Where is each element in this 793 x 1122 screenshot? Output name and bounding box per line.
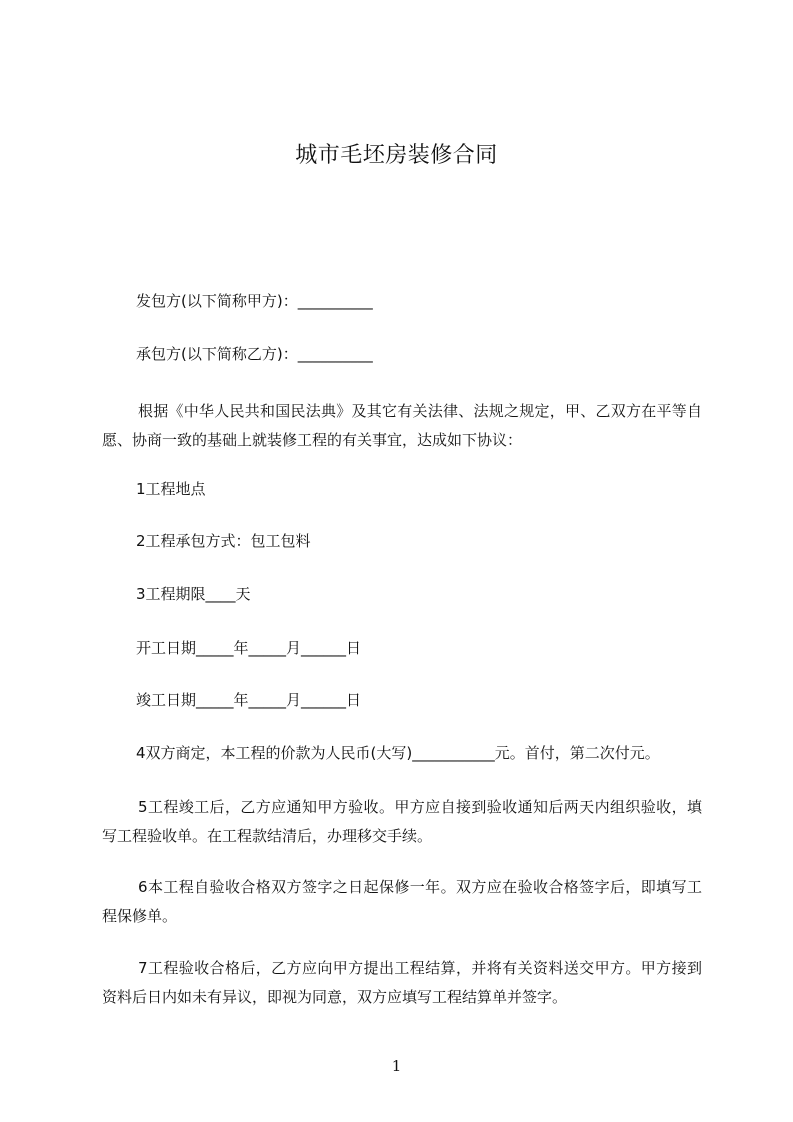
clause-2: 2工程承包方式：包工包料: [136, 532, 311, 550]
end-date-line: 竣工日期_____年_____月______日: [136, 691, 362, 709]
clause-6: 6本工程自验收合格双方签字之日起保修一年。双方应在验收合格签字后，即填写工程保修单。: [102, 878, 702, 925]
page-number: 1: [391, 1057, 402, 1075]
clause-4: 4双方商定，本工程的价款为人民币(大写)___________元。首付，第二次付元。: [136, 744, 660, 762]
page-title: 城市毛坯房装修合同: [295, 143, 498, 168]
clause-7: 7工程验收合格后，乙方应向甲方提出工程结算，并将有关资料送交甲方。甲方接到资料后日内如未有异议，即视为同意，双方应填写工程结算单并签字。: [102, 959, 702, 1006]
clause-3: 3工程期限____天: [136, 585, 251, 603]
clause-1: 1工程地点: [136, 480, 206, 498]
clause-5: 5工程竣工后，乙方应通知甲方验收。甲方应自接到验收通知后两天内组织验收，填写工程验收单。在工程款结清后，办理移交手续。: [102, 798, 702, 845]
party-b-line: 承包方(以下简称乙方)：__________: [136, 345, 373, 363]
preamble-paragraph: 根据《中华人民共和国民法典》及其它有关法律、法规之规定，甲、乙双方在平等自愿、协商一致的基础上就装修工程的有关事宜，达成如下协议：: [102, 402, 702, 449]
start-date-line: 开工日期_____年_____月______日: [136, 639, 362, 657]
party-a-line: 发包方(以下简称甲方)：__________: [136, 292, 373, 310]
